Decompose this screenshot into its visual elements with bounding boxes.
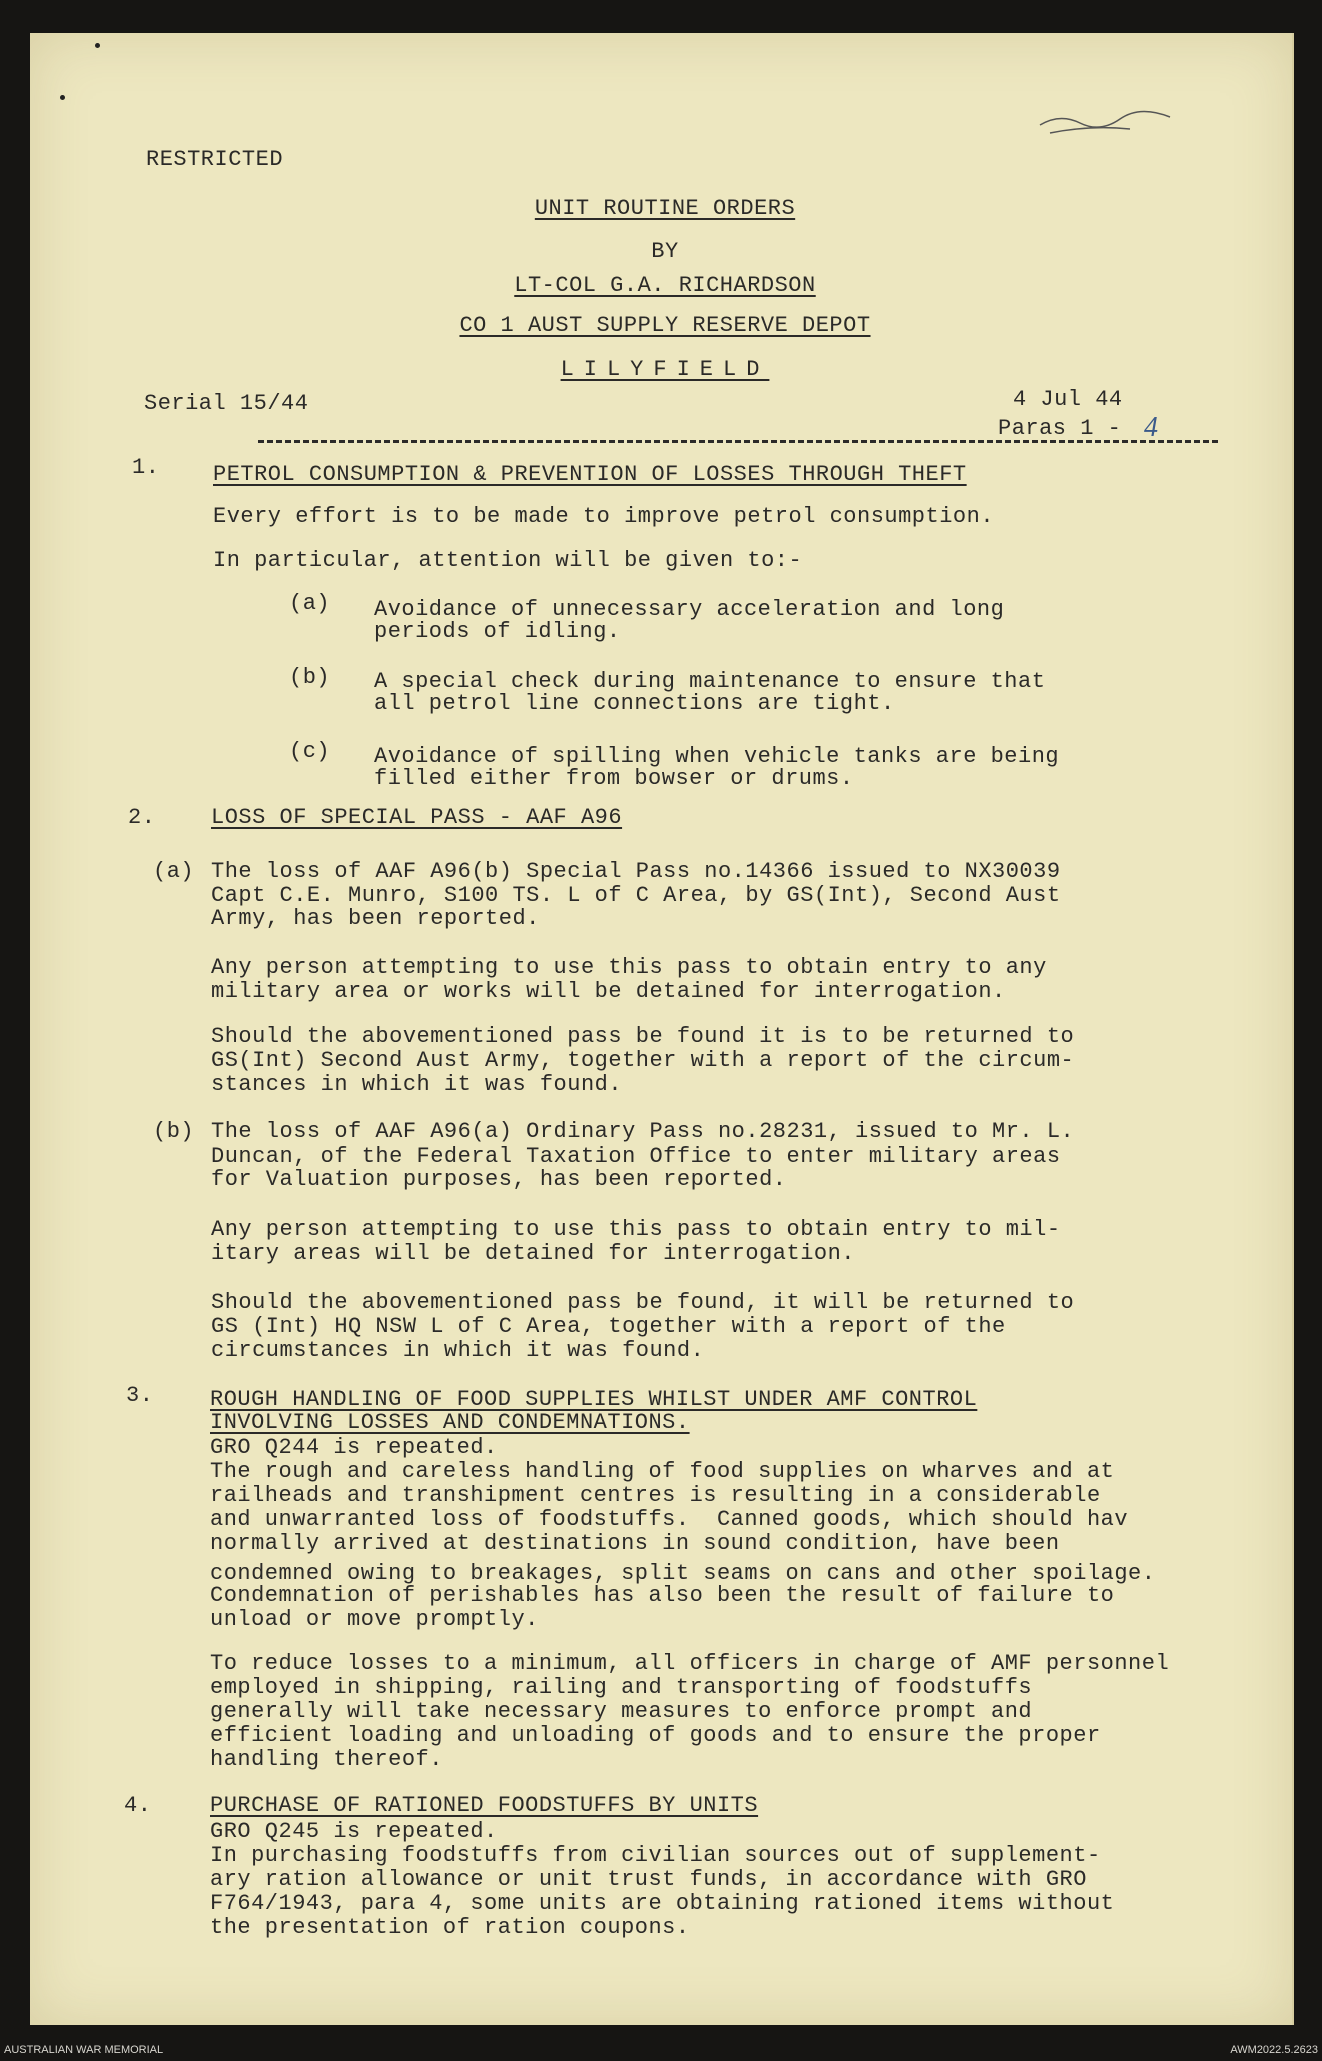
section-1-line: Every effort is to be made to improve petrol consumption. bbox=[213, 504, 995, 529]
subsection-label: (b) bbox=[153, 1119, 195, 1144]
list-item-text: all petrol line connections are tight. bbox=[374, 691, 895, 716]
footer-credit: AUSTRALIAN WAR MEMORIAL bbox=[4, 2044, 164, 2056]
list-item-text: Avoidance of spilling when vehicle tanks are being bbox=[374, 744, 1060, 769]
paragraph-line: F764/1943, para 4, some units are obtaining rationed items without bbox=[210, 1891, 1115, 1916]
section-3-number: 3. bbox=[126, 1383, 154, 1408]
list-item-text: Avoidance of unnecessary acceleration and long bbox=[374, 597, 1005, 622]
paragraph-line: The rough and careless handling of food supplies on wharves and at bbox=[210, 1459, 1115, 1484]
section-2-number: 2. bbox=[128, 805, 156, 830]
paragraph-line: railheads and transhipment centres is resulting in a considerable bbox=[210, 1483, 1101, 1508]
paragraph-line: generally will take necessary measures to enforce prompt and bbox=[210, 1699, 1033, 1724]
title-line-5: LILYFIELD bbox=[560, 357, 770, 382]
list-item-text: periods of idling. bbox=[374, 619, 621, 644]
serial-number: Serial 15/44 bbox=[144, 391, 309, 416]
section-1-line: In particular, attention will be given to:- bbox=[213, 548, 803, 573]
paragraph-line: Army, has been reported. bbox=[211, 906, 540, 931]
paragraph-line: Capt C.E. Munro, S100 TS. L of C Area, by GS(Int), Second Aust bbox=[211, 883, 1061, 908]
subsection-label: (a) bbox=[153, 859, 195, 884]
section-1-number: 1. bbox=[132, 455, 160, 480]
paragraph-line: The loss of AAF A96(a) Ordinary Pass no.28231, issued to Mr. L. bbox=[211, 1119, 1075, 1144]
paragraph-line: unload or move promptly. bbox=[210, 1607, 539, 1632]
paragraph-line: the presentation of ration coupons. bbox=[210, 1915, 690, 1940]
title-line-2: BY bbox=[651, 239, 679, 264]
section-4-heading: PURCHASE OF RATIONED FOODSTUFFS BY UNITS bbox=[210, 1793, 759, 1818]
list-item-text: A special check during maintenance to ensure that bbox=[374, 669, 1046, 694]
paragraph-line: Any person attempting to use this pass to obtain entry to any bbox=[211, 955, 1047, 980]
title-line-4: CO 1 AUST SUPPLY RESERVE DEPOT bbox=[459, 313, 871, 338]
classification-label: RESTRICTED bbox=[146, 147, 284, 172]
paras-label: Paras 1 - bbox=[998, 416, 1122, 441]
paragraph-line: for Valuation purposes, has been reported. bbox=[211, 1167, 787, 1192]
paragraph-line: GS (Int) HQ NSW L of C Area, together with a report of the bbox=[211, 1314, 1006, 1339]
paragraph-line: itary areas will be detained for interrogation. bbox=[211, 1241, 856, 1266]
paragraph-line: employed in shipping, railing and transporting of foodstuffs bbox=[210, 1675, 1033, 1700]
ink-dot bbox=[60, 95, 65, 100]
paragraph-line: condemned owing to breakages, split seams on cans and other spoilage. bbox=[210, 1561, 1156, 1586]
list-item-label: (a) bbox=[289, 591, 331, 616]
ink-dot bbox=[95, 43, 100, 48]
paragraph-line: Duncan, of the Federal Taxation Office to enter military areas bbox=[211, 1144, 1061, 1169]
paragraph-line: normally arrived at destinations in sound condition, have been bbox=[210, 1531, 1060, 1556]
paragraph-line: GRO Q244 is repeated. bbox=[210, 1435, 498, 1460]
paragraph-line: Any person attempting to use this pass to obtain entry to mil- bbox=[211, 1217, 1061, 1242]
section-3-heading: ROUGH HANDLING OF FOOD SUPPLIES WHILST UNDER AMF CONTROL bbox=[210, 1387, 978, 1412]
paragraph-line: Should the abovementioned pass be found, it will be returned to bbox=[211, 1290, 1075, 1315]
paragraph-line: circumstances in which it was found. bbox=[211, 1338, 705, 1363]
paras-handwritten: 4 bbox=[1144, 412, 1158, 443]
paragraph-line: military area or works will be detained for interrogation. bbox=[211, 979, 1006, 1004]
paragraph-line: To reduce losses to a minimum, all officers in charge of AMF personnel bbox=[210, 1651, 1170, 1676]
list-item-text: filled either from bowser or drums. bbox=[374, 766, 854, 791]
paragraph-line: stances in which it was found. bbox=[211, 1072, 623, 1097]
paragraph-line: and unwarranted loss of foodstuffs. Canned goods, which should hav bbox=[210, 1507, 1129, 1532]
footer-reference: AWM2022.5.2623 bbox=[1230, 2044, 1318, 2056]
title-line-3: LT-COL G.A. RICHARDSON bbox=[514, 273, 816, 298]
section-4-number: 4. bbox=[124, 1793, 152, 1818]
list-item-label: (b) bbox=[289, 665, 331, 690]
paragraph-line: Condemnation of perishables has also been the result of failure to bbox=[210, 1583, 1115, 1608]
paragraph-line: GS(Int) Second Aust Army, together with a report of the circum- bbox=[211, 1048, 1075, 1073]
section-2-heading: LOSS OF SPECIAL PASS - AAF A96 bbox=[211, 805, 623, 830]
scribble-mark bbox=[1030, 95, 1180, 145]
paragraph-line: The loss of AAF A96(b) Special Pass no.14366 issued to NX30039 bbox=[211, 859, 1061, 884]
title-line-1: UNIT ROUTINE ORDERS bbox=[534, 196, 796, 221]
list-item-label: (c) bbox=[289, 739, 331, 764]
paragraph-line: In purchasing foodstuffs from civilian sources out of supplement- bbox=[210, 1843, 1101, 1868]
section-3-heading: INVOLVING LOSSES AND CONDEMNATIONS. bbox=[210, 1410, 690, 1435]
order-date: 4 Jul 44 bbox=[1013, 387, 1123, 412]
paragraph-line: handling thereof. bbox=[210, 1747, 443, 1772]
paragraph-line: GRO Q245 is repeated. bbox=[210, 1819, 498, 1844]
section-1-heading: PETROL CONSUMPTION & PREVENTION OF LOSSES THROUGH THEFT bbox=[213, 462, 967, 487]
paragraph-line: ary ration allowance or unit trust funds, in accordance with GRO bbox=[210, 1867, 1087, 1892]
paragraph-line: efficient loading and unloading of goods and to ensure the proper bbox=[210, 1723, 1101, 1748]
header-divider bbox=[258, 440, 1218, 443]
paragraph-line: Should the abovementioned pass be found it is to be returned to bbox=[211, 1024, 1075, 1049]
